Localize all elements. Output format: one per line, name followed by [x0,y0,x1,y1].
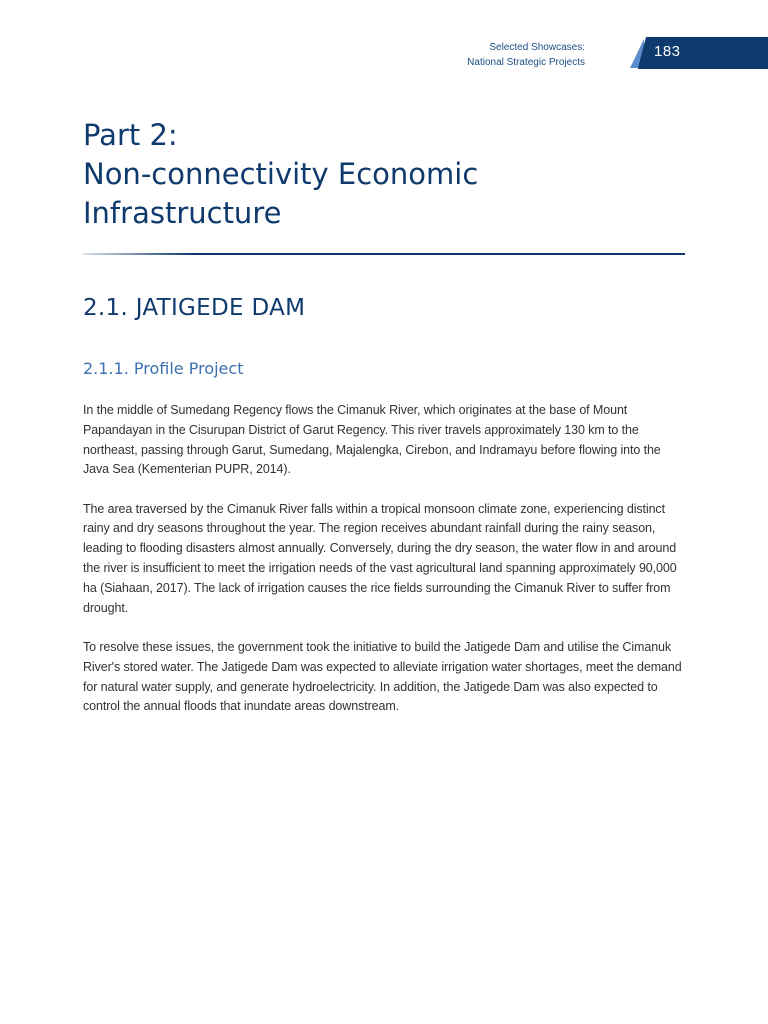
part-title-line-1: Part 2: [83,118,178,152]
page-number-tab [630,37,768,69]
part-title [83,116,683,233]
running-head-line-1: Selected Showcases: [489,42,585,53]
title-divider [83,253,685,255]
page-number: 183 [654,43,681,60]
paragraph-2: The area traversed by the Cimanuk River falls within a tropical monsoon climate zone, experiencing distinct rainy and dry seasons throughout the year. The region receives abundant rainfall during the rainy season, leading to flooding disasters almost annually. Conversely, during the dry season, the water flow in and around the river is insufficient to meet the irrigation needs of the vast agricultural land spanning approximately 90,000 ha (Siahaan, 2017). The lack of irrigation causes the rice fields surrounding the Cimanuk River to suffer from drought. [83,501,677,615]
paragraph-1: In the middle of Sumedang Regency flows the Cimanuk River, which originates at the base of Mount Papandayan in the Cisurupan District of Garut Regency. This river travels approximately 130 km to the northeast, passing through Garut, Sumedang, Majalengka, Cirebon, and Indramayu before flowing into the Java Sea (Kementerian PUPR, 2014). [83,403,661,477]
running-head-line-2: National Strategic Projects [467,57,585,68]
part-title-line-2: Non-connectivity Economic [83,157,479,191]
part-title-line-3: Infrastructure [83,196,282,230]
body-text [83,401,687,737]
subsection-heading: 2.1.1. Profile Project [83,359,244,378]
paragraph-3: To resolve these issues, the government took the initiative to build the Jatigede Dam and utilise the Cimanuk River's stored water. The Jatigede Dam was expected to alleviate irrigation water shortages, meet the demand for natural water supply, and generate hydroelectricity. In addition, the Jatigede Dam was also expected to control the annual floods that inundate areas downstream. [83,639,682,714]
page-tab-shape [630,37,768,69]
section-heading: 2.1. JATIGEDE DAM [83,295,306,321]
running-head [467,40,585,70]
